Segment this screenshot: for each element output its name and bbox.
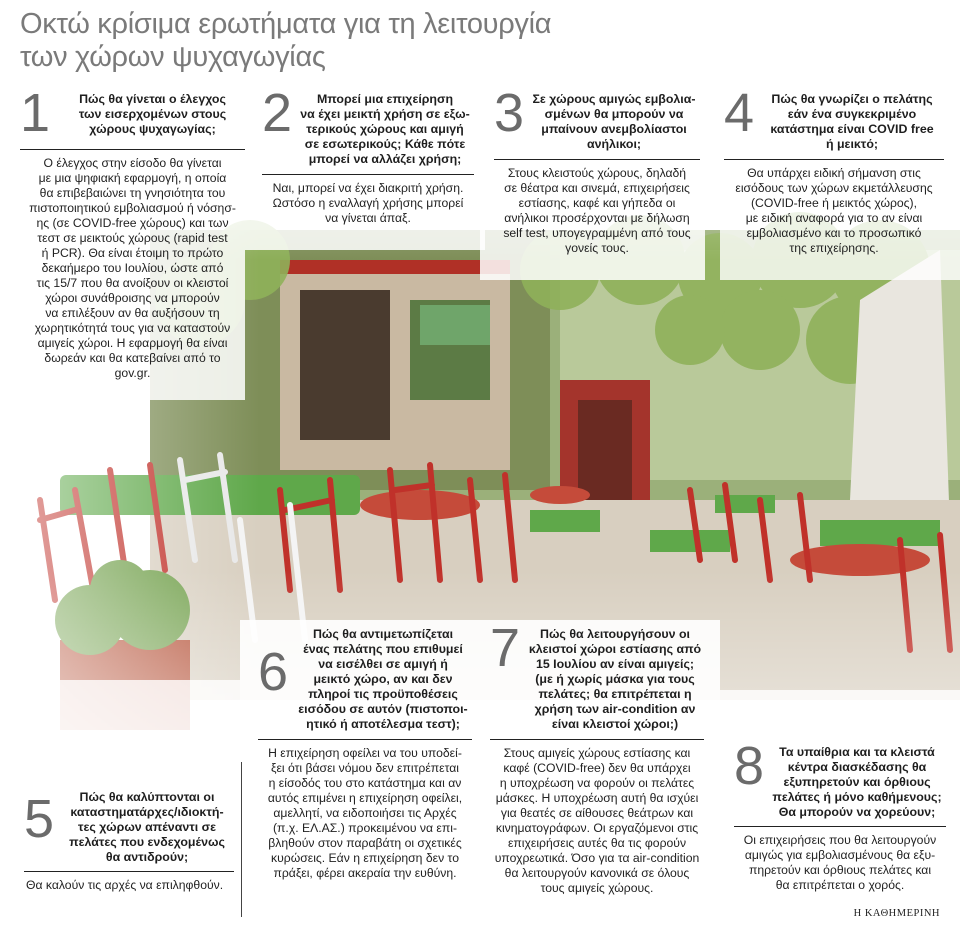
question-number: 6 (258, 642, 289, 702)
question-number: 4 (724, 83, 755, 143)
answer-text: Στους αμιγείς χώρους εστίασης και καφέ (COVID-free) δεν θα υπάρχει η υποχρέωση να φορούν οι πελάτες μάσκες. Η υποχρέωση αυτή θα ισχύει για θεατές σε αίθουσες θεάτρων και κινηματογράφων. Οι εργαζόμενοι στις επιχειρήσεις αυτές θα τις φορούν υποχρεωτικά. Όσο για τα air-condition θα λειτουργούν κανονικά σε όλους τους αμιγείς χώρους. (494, 746, 700, 895)
question-text: Πώς θα γνωρίζει ο πελάτης εάν ένα συγκεκριμένο κατάστημα είναι COVID free ή μεικτό; (770, 92, 934, 151)
divider (258, 739, 472, 740)
divider (724, 159, 944, 160)
question-text: Σε χώρους αμιγώς εμβολια- σμένων θα μπορούν να μπαίνουν ανεμβολίαστοι ανήλικοι; (532, 92, 696, 151)
divider (734, 826, 946, 827)
question-number: 5 (24, 789, 55, 849)
answer-text: Στους κλειστούς χώρους, δηλαδή σε θέατρα και σινεμά, επιχειρήσεις εστίασης, καφέ και γήπεδα οι ανήλικοι προσέρχονται με δήλωση self test, υπογεγραμμένη από τους γονείς τους. (503, 166, 691, 255)
answer-text: Θα καλούν τις αρχές να επιληφθούν. (26, 878, 224, 892)
answer-text: Ναι, μπορεί να έχει διακριτή χρήση. Ωστόσο η εναλλαγή χρήσης μπορεί να γίνεται άπαξ. (272, 181, 464, 225)
publisher-credit: Η ΚΑΘΗΜΕΡΙΝΗ (853, 908, 940, 919)
qa-block-5 (24, 790, 234, 893)
qa-block-6 (258, 627, 472, 881)
divider (490, 739, 704, 740)
divider (494, 159, 700, 160)
question-text: Τα υπαίθρια και τα κλειστά κέντρα διασκέδασης θα εξυπηρετούν και όρθιους πελάτες ή μόνο καθήμενους; Θα μπορούν να χορεύουν; (772, 745, 942, 819)
divider (20, 149, 245, 150)
question-number: 1 (20, 83, 51, 143)
question-number: 8 (734, 736, 765, 796)
qa-block-8 (734, 736, 946, 893)
qa-block-3 (494, 83, 700, 256)
question-number: 2 (262, 83, 293, 143)
question-text: Πώς θα λειτουργήσουν οι κλειστοί χώροι εστίασης από 15 Ιουλίου αν είναι αμιγείς; (με ή χωρίς μάσκα για τους πελάτες; θα επιτρέπεται η χρήση των air-condition αν είναι κλειστοί χώροι;) (528, 627, 702, 731)
qa-block-4 (724, 83, 944, 256)
qa-block-2 (262, 83, 474, 226)
answer-text: Οι επιχειρήσεις που θα λειτουργούν αμιγώς για εμβολιασμένους θα εξυ- πηρετούν και όρθιους πελάτες και θα επιτρέπεται ο χορός. (743, 833, 937, 892)
title-line-1: Οκτώ κρίσιμα ερωτήματα για τη λειτουργία (20, 8, 552, 40)
question-number: 3 (494, 83, 525, 143)
question-text: Πώς θα αντιμετωπίζεται ένας πελάτης που επιθυμεί να εισέλθει σε αμιγή ή μεικτό χώρο, αν και δεν πληροί τις προϋποθέσεις εισόδου σε αυτόν (πιστοποι- ητικό ή αποτέλεσμα τεστ); (298, 627, 468, 731)
question-number: 7 (490, 618, 521, 678)
title-line-2: των χώρων ψυχαγωγίας (20, 41, 326, 73)
answer-text: Θα υπάρχει ειδική σήμανση στις εισόδους των χώρων εκμετάλλευσης (COVID-free ή μεικτός χώρος), με ειδική αναφορά για το αν είναι εμβολιασμένο και το προσωπικό της επιχείρησης. (735, 166, 933, 255)
answer-text: Ο έλεγχος στην είσοδο θα γίνεται με μια ψηφιακή εφαρμογή, η οποία θα επιβεβαιώνει τη γνησιότητα του πιστοποιητικού εμβολιασμού ή νόσησ- ης (σε COVID-free χώρους) και των τεστ σε μεικτούς χώρους (rapid test ή PCR). Θα είναι έτοιμη το πρώτο δεκαήμερο του Ιουλίου, ώστε από τις 15/7 που θα ανοίξουν οι κλειστοί χώροι συνάθροισης να μπορούν να επιλέξουν αν θα αυξήσουν τη χωρητικότητά τους για να καταστούν αμιγείς χώροι. Η εφαρμογή θα είναι δωρεάν και θα κατεβαίνει από το gov.gr. (29, 156, 236, 380)
qa-block-1 (20, 83, 245, 381)
page-title (20, 8, 720, 74)
answer-text: Η επιχείρηση οφείλει να του υποδεί- ξει ότι βάσει νόμου δεν επιτρέπεται η είσοδός του στο κατάστημα και αν αυτός επιμένει η επιχείρηση οφείλει, αμελλητί, να ειδοποιήσει τις Αρχές (π.χ. ΕΛ.ΑΣ.) προκειμένου να επι- βληθούν στον παραβάτη οι σχετικές κυρώσεις. Εάν η επιχείρηση δεν το πράξει, φέρει ακεραία την ευθύνη. (267, 746, 463, 880)
divider (24, 871, 234, 872)
question-text: Πώς θα γίνεται ο έλεγχος των εισερχομένων στους χώρους ψυχαγωγίας; (78, 92, 227, 136)
question-text: Πώς θα καλύπτονται οι καταστηματάρχες/ιδιοκτή- τες χώρων απέναντι σε πελάτες που ενδεχομένως θα αντιδρούν; (69, 790, 225, 864)
divider (262, 174, 474, 175)
qa-block-7 (490, 618, 704, 896)
column-divider (241, 762, 242, 917)
question-text: Μπορεί μια επιχείρηση να έχει μεικτή χρήση σε εξω- τερικούς χώρους και αμιγή σε εσωτερικούς; Κάθε πότε μπορεί να αλλάζει χρήση; (300, 92, 470, 166)
